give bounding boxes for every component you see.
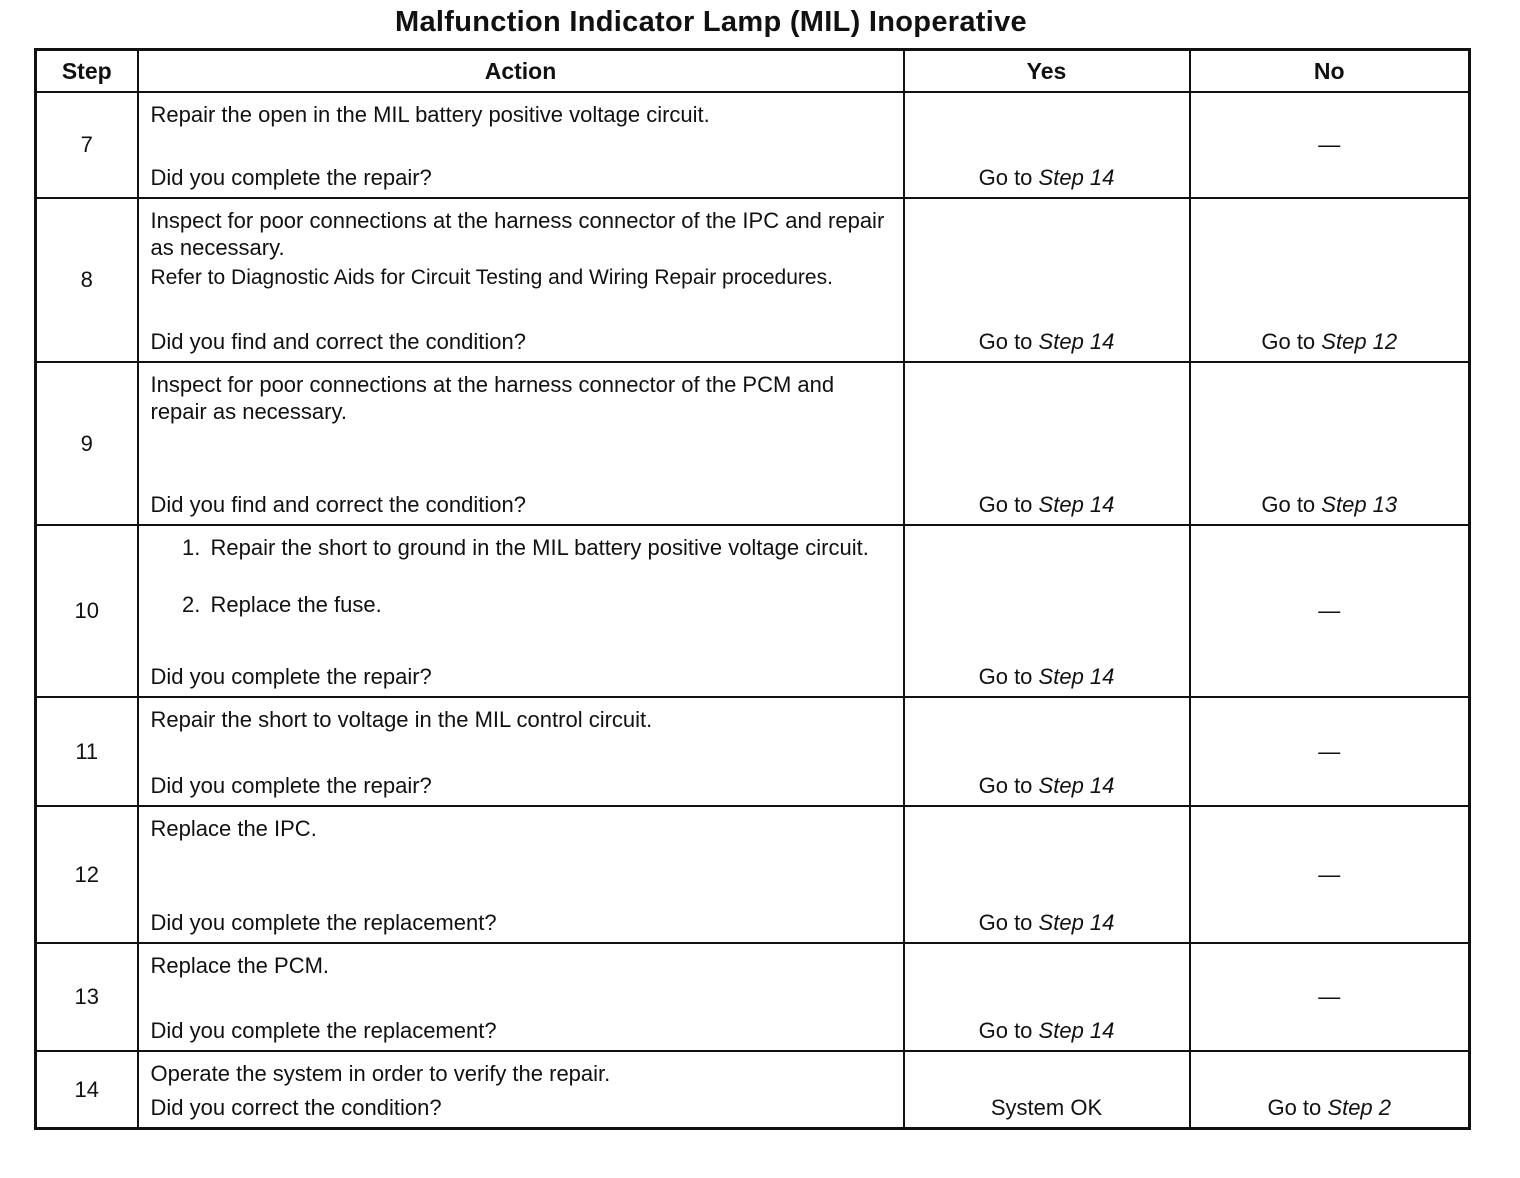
yes-result — [904, 92, 1190, 198]
no-not-applicable-dash: — — [1318, 984, 1341, 1009]
no-step-reference: Step 12 — [1321, 329, 1398, 354]
table-row — [36, 525, 1470, 697]
no-step-reference: Step 13 — [1321, 492, 1398, 517]
header-yes: Yes — [904, 50, 1190, 93]
no-result — [1190, 92, 1470, 198]
yes-step-reference: Step 14 — [1038, 492, 1115, 517]
yes-step-reference: Step 14 — [1038, 664, 1115, 689]
step-number: 12 — [36, 806, 138, 943]
action-cell — [138, 362, 904, 525]
action-question: Did you complete the replacement? — [150, 910, 497, 935]
action-cell — [138, 1051, 904, 1129]
table-row — [36, 362, 1470, 525]
yes-result — [904, 806, 1190, 943]
yes-result — [904, 362, 1190, 525]
action-question: Did you complete the replacement? — [150, 1018, 497, 1043]
header-no: No — [1190, 50, 1470, 93]
no-step-reference: Step 2 — [1327, 1095, 1392, 1120]
action-cell — [138, 92, 904, 198]
step-number: 10 — [36, 525, 138, 697]
action-text: Inspect for poor connections at the harness connector of the IPC and repair as necessary. — [150, 208, 885, 260]
no-result — [1190, 198, 1470, 362]
table-header-row — [36, 50, 1470, 93]
no-goto-label: Go to — [1261, 329, 1316, 354]
step-number: 8 — [36, 198, 138, 362]
action-text: Repair the open in the MIL battery positive voltage circuit. — [150, 102, 710, 127]
no-not-applicable-dash: — — [1318, 598, 1341, 623]
table-row — [36, 943, 1470, 1051]
yes-result — [904, 525, 1190, 697]
yes-result-text: System OK — [990, 1095, 1103, 1120]
action-question: Did you find and correct the condition? — [150, 492, 526, 517]
yes-result — [904, 1051, 1190, 1129]
yes-step-reference: Step 14 — [1038, 165, 1115, 190]
action-text: Replace the IPC. — [150, 816, 317, 841]
action-question: Did you correct the condition? — [150, 1095, 442, 1120]
yes-step-reference: Step 14 — [1038, 329, 1115, 354]
table-body — [36, 92, 1470, 1129]
yes-result — [904, 697, 1190, 806]
action-text: Operate the system in order to verify the repair. — [150, 1061, 611, 1086]
yes-goto-label: Go to — [978, 329, 1033, 354]
table-row — [36, 1051, 1470, 1129]
no-result — [1190, 525, 1470, 697]
yes-goto-label: Go to — [978, 492, 1033, 517]
diagnostic-table — [34, 48, 1471, 1130]
action-cell — [138, 525, 904, 697]
action-question: Did you complete the repair? — [150, 165, 432, 190]
action-question: Did you find and correct the condition? — [150, 329, 526, 354]
action-numbered-list — [151, 534, 891, 618]
action-text: Repair the short to voltage in the MIL control circuit. — [150, 707, 653, 732]
action-cell — [138, 697, 904, 806]
yes-result — [904, 943, 1190, 1051]
action-list-item: 2. Replace the fuse. — [207, 591, 891, 618]
action-list-item: 1. Repair the short to ground in the MIL battery positive voltage circuit. — [207, 534, 891, 561]
action-cell — [138, 806, 904, 943]
table-row — [36, 806, 1470, 943]
header-step: Step — [36, 50, 138, 93]
step-number: 13 — [36, 943, 138, 1051]
table-row — [36, 697, 1470, 806]
no-result — [1190, 697, 1470, 806]
action-cell — [138, 198, 904, 362]
step-number: 9 — [36, 362, 138, 525]
table-row — [36, 198, 1470, 362]
yes-step-reference: Step 14 — [1038, 1018, 1115, 1043]
yes-goto-label: Go to — [978, 910, 1033, 935]
no-not-applicable-dash: — — [1318, 861, 1341, 887]
yes-goto-label: Go to — [978, 1018, 1033, 1043]
no-goto-label: Go to — [1261, 492, 1316, 517]
no-not-applicable-dash: — — [1318, 738, 1341, 764]
table-row — [36, 92, 1470, 198]
action-reference-note: Refer to Diagnostic Aids for Circuit Testing and Wiring Repair procedures. — [150, 266, 833, 289]
yes-step-reference: Step 14 — [1038, 910, 1115, 935]
step-number: 11 — [36, 697, 138, 806]
yes-goto-label: Go to — [978, 773, 1033, 798]
step-number: 14 — [36, 1051, 138, 1129]
header-action: Action — [138, 50, 904, 93]
yes-goto-label: Go to — [978, 165, 1033, 190]
no-result — [1190, 1051, 1470, 1129]
no-result — [1190, 806, 1470, 943]
yes-step-reference: Step 14 — [1038, 773, 1115, 798]
action-cell — [138, 943, 904, 1051]
page-title: Malfunction Indicator Lamp (MIL) Inoperative — [395, 6, 1027, 38]
step-number: 7 — [36, 92, 138, 198]
action-question: Did you complete the repair? — [150, 773, 432, 798]
action-text: Inspect for poor connections at the harness connector of the PCM and repair as necessary. — [150, 372, 835, 424]
no-result — [1190, 943, 1470, 1051]
yes-goto-label: Go to — [978, 664, 1033, 689]
no-goto-label: Go to — [1267, 1095, 1322, 1120]
no-result — [1190, 362, 1470, 525]
action-text: Replace the PCM. — [150, 953, 330, 978]
no-not-applicable-dash: — — [1318, 132, 1341, 157]
action-question: Did you complete the repair? — [150, 664, 432, 689]
yes-result — [904, 198, 1190, 362]
